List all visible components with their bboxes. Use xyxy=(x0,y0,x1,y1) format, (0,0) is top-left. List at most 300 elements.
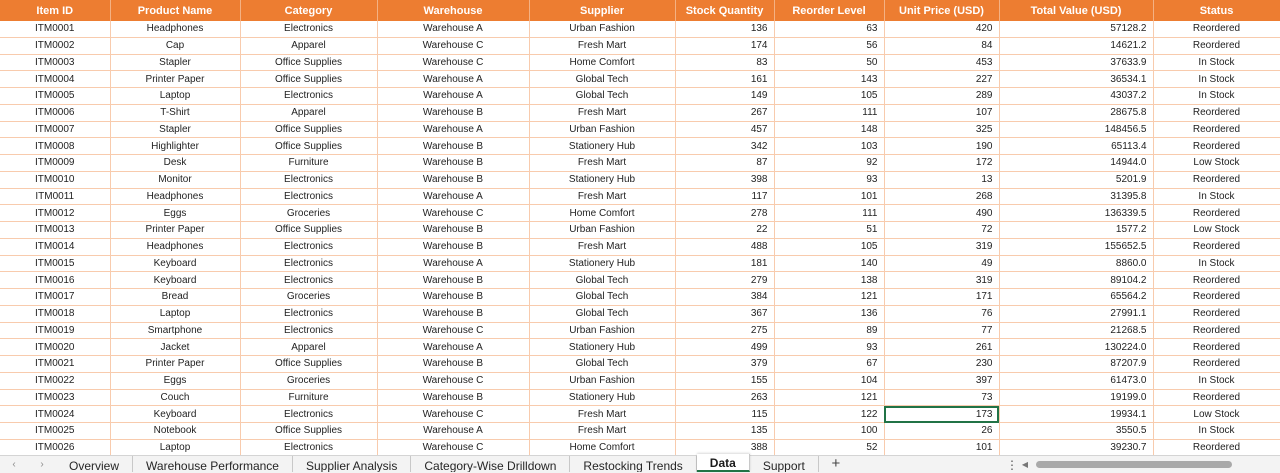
cell-stock-quantity[interactable]: 278 xyxy=(675,205,774,222)
cell-supplier[interactable]: Fresh Mart xyxy=(529,155,675,172)
cell-supplier[interactable]: Global Tech xyxy=(529,289,675,306)
cell-total-value[interactable]: 14621.2 xyxy=(999,37,1153,54)
cell-reorder-level[interactable]: 51 xyxy=(774,222,884,239)
cell-status[interactable]: Reordered xyxy=(1153,305,1280,322)
cell-product-name[interactable]: Bread xyxy=(110,289,240,306)
cell-product-name[interactable]: Keyboard xyxy=(110,272,240,289)
cell-stock-quantity[interactable]: 342 xyxy=(675,138,774,155)
more-options-icon[interactable]: ⋮ xyxy=(1006,458,1018,472)
cell-reorder-level[interactable]: 122 xyxy=(774,406,884,423)
cell-supplier[interactable]: Stationery Hub xyxy=(529,138,675,155)
cell-warehouse[interactable]: Warehouse A xyxy=(377,121,529,138)
cell-status[interactable]: In Stock xyxy=(1153,372,1280,389)
cell-item-id[interactable]: ITM0013 xyxy=(0,222,110,239)
table-row xyxy=(0,121,1280,138)
cell-stock-quantity[interactable]: 174 xyxy=(675,37,774,54)
cell-warehouse[interactable]: Warehouse C xyxy=(377,322,529,339)
cell-category[interactable]: Office Supplies xyxy=(240,71,377,88)
table-row xyxy=(0,439,1280,455)
cell-stock-quantity[interactable]: 149 xyxy=(675,88,774,105)
cell-unit-price[interactable]: 84 xyxy=(884,37,999,54)
header-category[interactable]: Category xyxy=(240,0,377,21)
table-row xyxy=(0,339,1280,356)
cell-reorder-level[interactable]: 100 xyxy=(774,423,884,440)
cell-product-name[interactable]: Smartphone xyxy=(110,322,240,339)
cell-item-id[interactable]: ITM0012 xyxy=(0,205,110,222)
cell-total-value[interactable]: 19934.1 xyxy=(999,406,1153,423)
cell-unit-price[interactable]: 397 xyxy=(884,372,999,389)
cell-item-id[interactable]: ITM0002 xyxy=(0,37,110,54)
cell-unit-price[interactable]: 171 xyxy=(884,289,999,306)
cell-unit-price[interactable]: 173 xyxy=(884,406,999,423)
cell-reorder-level[interactable]: 50 xyxy=(774,54,884,71)
cell-supplier[interactable]: Fresh Mart xyxy=(529,188,675,205)
cell-stock-quantity[interactable]: 181 xyxy=(675,255,774,272)
cell-unit-price[interactable]: 13 xyxy=(884,171,999,188)
cell-category[interactable]: Electronics xyxy=(240,322,377,339)
cell-stock-quantity[interactable]: 499 xyxy=(675,339,774,356)
cell-reorder-level[interactable]: 111 xyxy=(774,205,884,222)
cell-item-id[interactable]: ITM0023 xyxy=(0,389,110,406)
cell-category[interactable]: Electronics xyxy=(240,255,377,272)
cell-category[interactable]: Groceries xyxy=(240,205,377,222)
cell-supplier[interactable]: Urban Fashion xyxy=(529,322,675,339)
cell-product-name[interactable]: Laptop xyxy=(110,305,240,322)
header-row xyxy=(0,0,1280,21)
cell-supplier[interactable]: Fresh Mart xyxy=(529,406,675,423)
table-row xyxy=(0,322,1280,339)
header-warehouse[interactable]: Warehouse xyxy=(377,0,529,21)
cell-supplier[interactable]: Urban Fashion xyxy=(529,222,675,239)
cell-category[interactable]: Electronics xyxy=(240,439,377,455)
cell-category[interactable]: Office Supplies xyxy=(240,356,377,373)
cell-unit-price[interactable]: 268 xyxy=(884,188,999,205)
table-row xyxy=(0,88,1280,105)
cell-status[interactable]: Reordered xyxy=(1153,322,1280,339)
cell-total-value[interactable]: 8860.0 xyxy=(999,255,1153,272)
cell-stock-quantity[interactable]: 379 xyxy=(675,356,774,373)
cell-stock-quantity[interactable]: 161 xyxy=(675,71,774,88)
cell-item-id[interactable]: ITM0017 xyxy=(0,289,110,306)
cell-reorder-level[interactable]: 92 xyxy=(774,155,884,172)
cell-item-id[interactable]: ITM0015 xyxy=(0,255,110,272)
cell-stock-quantity[interactable]: 22 xyxy=(675,222,774,239)
tab-support[interactable]: Support xyxy=(750,456,819,472)
cell-total-value[interactable]: 3550.5 xyxy=(999,423,1153,440)
cell-unit-price[interactable]: 76 xyxy=(884,305,999,322)
cell-status[interactable]: Reordered xyxy=(1153,272,1280,289)
cell-item-id[interactable]: ITM0003 xyxy=(0,54,110,71)
cell-supplier[interactable]: Stationery Hub xyxy=(529,339,675,356)
cell-stock-quantity[interactable]: 367 xyxy=(675,305,774,322)
cell-category[interactable]: Furniture xyxy=(240,389,377,406)
cell-warehouse[interactable]: Warehouse C xyxy=(377,406,529,423)
cell-unit-price[interactable]: 420 xyxy=(884,21,999,37)
cell-total-value[interactable]: 65564.2 xyxy=(999,289,1153,306)
cell-item-id[interactable]: ITM0024 xyxy=(0,406,110,423)
cell-total-value[interactable]: 61473.0 xyxy=(999,372,1153,389)
cell-reorder-level[interactable]: 89 xyxy=(774,322,884,339)
cell-supplier[interactable]: Urban Fashion xyxy=(529,121,675,138)
cell-total-value[interactable]: 21268.5 xyxy=(999,322,1153,339)
cell-status[interactable]: Reordered xyxy=(1153,238,1280,255)
cell-item-id[interactable]: ITM0022 xyxy=(0,372,110,389)
cell-product-name[interactable]: Keyboard xyxy=(110,406,240,423)
cell-product-name[interactable]: Notebook xyxy=(110,423,240,440)
cell-unit-price[interactable]: 77 xyxy=(884,322,999,339)
cell-product-name[interactable]: Headphones xyxy=(110,238,240,255)
cell-supplier[interactable]: Urban Fashion xyxy=(529,372,675,389)
cell-warehouse[interactable]: Warehouse A xyxy=(377,423,529,440)
tab-supplier-analysis[interactable]: Supplier Analysis xyxy=(293,456,411,472)
cell-reorder-level[interactable]: 111 xyxy=(774,104,884,121)
cell-product-name[interactable]: Desk xyxy=(110,155,240,172)
table-row xyxy=(0,372,1280,389)
cell-product-name[interactable]: Laptop xyxy=(110,88,240,105)
cell-stock-quantity[interactable]: 279 xyxy=(675,272,774,289)
cell-category[interactable]: Electronics xyxy=(240,188,377,205)
cell-stock-quantity[interactable]: 267 xyxy=(675,104,774,121)
cell-warehouse[interactable]: Warehouse A xyxy=(377,255,529,272)
cell-unit-price[interactable]: 319 xyxy=(884,272,999,289)
cell-unit-price[interactable]: 73 xyxy=(884,389,999,406)
cell-reorder-level[interactable]: 140 xyxy=(774,255,884,272)
header-total-value[interactable]: Total Value (USD) xyxy=(999,0,1153,21)
cell-stock-quantity[interactable]: 136 xyxy=(675,21,774,37)
cell-reorder-level[interactable]: 93 xyxy=(774,339,884,356)
cell-stock-quantity[interactable]: 488 xyxy=(675,238,774,255)
cell-product-name[interactable]: Stapler xyxy=(110,54,240,71)
cell-supplier[interactable]: Global Tech xyxy=(529,272,675,289)
cell-total-value[interactable]: 89104.2 xyxy=(999,272,1153,289)
cell-stock-quantity[interactable]: 263 xyxy=(675,389,774,406)
table-row xyxy=(0,138,1280,155)
cell-supplier[interactable]: Home Comfort xyxy=(529,205,675,222)
cell-warehouse[interactable]: Warehouse A xyxy=(377,339,529,356)
cell-item-id[interactable]: ITM0009 xyxy=(0,155,110,172)
cell-unit-price[interactable]: 289 xyxy=(884,88,999,105)
cell-stock-quantity[interactable]: 384 xyxy=(675,289,774,306)
cell-item-id[interactable]: ITM0018 xyxy=(0,305,110,322)
cell-reorder-level[interactable]: 121 xyxy=(774,289,884,306)
cell-stock-quantity[interactable]: 135 xyxy=(675,423,774,440)
cell-stock-quantity[interactable]: 83 xyxy=(675,54,774,71)
cell-reorder-level[interactable]: 143 xyxy=(774,71,884,88)
cell-reorder-level[interactable]: 101 xyxy=(774,188,884,205)
cell-category[interactable]: Groceries xyxy=(240,372,377,389)
cell-reorder-level[interactable]: 105 xyxy=(774,88,884,105)
scroll-left-arrow-icon[interactable]: ◀ xyxy=(1021,459,1029,469)
tab-overview[interactable]: Overview xyxy=(56,456,133,472)
cell-total-value[interactable]: 19199.0 xyxy=(999,389,1153,406)
table-row xyxy=(0,406,1280,423)
cell-warehouse[interactable]: Warehouse B xyxy=(377,171,529,188)
cell-unit-price[interactable]: 230 xyxy=(884,356,999,373)
cell-product-name[interactable]: Headphones xyxy=(110,188,240,205)
cell-total-value[interactable]: 65113.4 xyxy=(999,138,1153,155)
cell-status[interactable]: Reordered xyxy=(1153,389,1280,406)
cell-supplier[interactable]: Fresh Mart xyxy=(529,37,675,54)
cell-product-name[interactable]: Eggs xyxy=(110,205,240,222)
cell-status[interactable]: In Stock xyxy=(1153,54,1280,71)
cell-status[interactable]: Reordered xyxy=(1153,37,1280,54)
cell-product-name[interactable]: Printer Paper xyxy=(110,356,240,373)
cell-category[interactable]: Furniture xyxy=(240,155,377,172)
cell-unit-price[interactable]: 172 xyxy=(884,155,999,172)
cell-category[interactable]: Electronics xyxy=(240,88,377,105)
cell-category[interactable]: Electronics xyxy=(240,171,377,188)
table-row xyxy=(0,222,1280,239)
cell-status[interactable]: Reordered xyxy=(1153,439,1280,455)
cell-stock-quantity[interactable]: 388 xyxy=(675,439,774,455)
table-row xyxy=(0,54,1280,71)
table-row xyxy=(0,205,1280,222)
cell-product-name[interactable]: Printer Paper xyxy=(110,222,240,239)
header-stock-quantity[interactable]: Stock Quantity xyxy=(675,0,774,21)
cell-warehouse[interactable]: Warehouse C xyxy=(377,54,529,71)
cell-total-value[interactable]: 39230.7 xyxy=(999,439,1153,455)
cell-item-id[interactable]: ITM0019 xyxy=(0,322,110,339)
cell-warehouse[interactable]: Warehouse A xyxy=(377,188,529,205)
cell-status[interactable]: Reordered xyxy=(1153,339,1280,356)
cell-warehouse[interactable]: Warehouse C xyxy=(377,37,529,54)
cell-product-name[interactable]: Printer Paper xyxy=(110,71,240,88)
cell-warehouse[interactable]: Warehouse B xyxy=(377,389,529,406)
cell-status[interactable]: In Stock xyxy=(1153,88,1280,105)
cell-item-id[interactable]: ITM0014 xyxy=(0,238,110,255)
cell-reorder-level[interactable]: 52 xyxy=(774,439,884,455)
cell-warehouse[interactable]: Warehouse B xyxy=(377,138,529,155)
cell-item-id[interactable]: ITM0010 xyxy=(0,171,110,188)
cell-total-value[interactable]: 37633.9 xyxy=(999,54,1153,71)
cell-total-value[interactable]: 31395.8 xyxy=(999,188,1153,205)
cell-supplier[interactable]: Urban Fashion xyxy=(529,21,675,37)
cell-reorder-level[interactable]: 138 xyxy=(774,272,884,289)
cell-status[interactable]: Reordered xyxy=(1153,138,1280,155)
cell-warehouse[interactable]: Warehouse B xyxy=(377,305,529,322)
cell-unit-price[interactable]: 49 xyxy=(884,255,999,272)
cell-product-name[interactable]: Couch xyxy=(110,389,240,406)
cell-category[interactable]: Electronics xyxy=(240,21,377,37)
cell-product-name[interactable]: Stapler xyxy=(110,121,240,138)
horizontal-scrollbar[interactable] xyxy=(1018,459,1280,469)
cell-supplier[interactable]: Global Tech xyxy=(529,71,675,88)
cell-status[interactable]: Reordered xyxy=(1153,121,1280,138)
cell-total-value[interactable]: 1577.2 xyxy=(999,222,1153,239)
cell-status[interactable]: Reordered xyxy=(1153,289,1280,306)
cell-product-name[interactable]: T-Shirt xyxy=(110,104,240,121)
cell-status[interactable]: Reordered xyxy=(1153,205,1280,222)
cell-product-name[interactable]: Laptop xyxy=(110,439,240,455)
cell-total-value[interactable]: 136339.5 xyxy=(999,205,1153,222)
cell-item-id[interactable]: ITM0016 xyxy=(0,272,110,289)
cell-unit-price[interactable]: 319 xyxy=(884,238,999,255)
cell-product-name[interactable]: Cap xyxy=(110,37,240,54)
header-unit-price[interactable]: Unit Price (USD) xyxy=(884,0,999,21)
cell-status[interactable]: Low Stock xyxy=(1153,406,1280,423)
cell-product-name[interactable]: Highlighter xyxy=(110,138,240,155)
cell-stock-quantity[interactable]: 155 xyxy=(675,372,774,389)
cell-supplier[interactable]: Stationery Hub xyxy=(529,171,675,188)
cell-category[interactable]: Groceries xyxy=(240,289,377,306)
cell-category[interactable]: Office Supplies xyxy=(240,121,377,138)
cell-unit-price[interactable]: 453 xyxy=(884,54,999,71)
cell-status[interactable]: Reordered xyxy=(1153,171,1280,188)
cell-supplier[interactable]: Fresh Mart xyxy=(529,104,675,121)
cell-category[interactable]: Electronics xyxy=(240,238,377,255)
cell-item-id[interactable]: ITM0001 xyxy=(0,21,110,37)
cell-item-id[interactable]: ITM0011 xyxy=(0,188,110,205)
cell-item-id[interactable]: ITM0020 xyxy=(0,339,110,356)
table-row xyxy=(0,155,1280,172)
cell-item-id[interactable]: ITM0004 xyxy=(0,71,110,88)
cell-reorder-level[interactable]: 56 xyxy=(774,37,884,54)
cell-reorder-level[interactable]: 148 xyxy=(774,121,884,138)
cell-supplier[interactable]: Fresh Mart xyxy=(529,423,675,440)
cell-total-value[interactable]: 130224.0 xyxy=(999,339,1153,356)
cell-warehouse[interactable]: Warehouse B xyxy=(377,289,529,306)
cell-reorder-level[interactable]: 121 xyxy=(774,389,884,406)
cell-total-value[interactable]: 28675.8 xyxy=(999,104,1153,121)
cell-supplier[interactable]: Global Tech xyxy=(529,88,675,105)
cell-total-value[interactable]: 14944.0 xyxy=(999,155,1153,172)
cell-category[interactable]: Office Supplies xyxy=(240,222,377,239)
cell-product-name[interactable]: Monitor xyxy=(110,171,240,188)
cell-status[interactable]: Reordered xyxy=(1153,21,1280,37)
cell-unit-price[interactable]: 26 xyxy=(884,423,999,440)
cell-total-value[interactable]: 155652.5 xyxy=(999,238,1153,255)
cell-warehouse[interactable]: Warehouse B xyxy=(377,356,529,373)
cell-warehouse[interactable]: Warehouse C xyxy=(377,205,529,222)
cell-category[interactable]: Office Supplies xyxy=(240,54,377,71)
cell-category[interactable]: Electronics xyxy=(240,305,377,322)
cell-warehouse[interactable]: Warehouse B xyxy=(377,222,529,239)
cell-stock-quantity[interactable]: 117 xyxy=(675,188,774,205)
scrollbar-thumb[interactable] xyxy=(1036,461,1232,468)
cell-unit-price[interactable]: 107 xyxy=(884,104,999,121)
cell-product-name[interactable]: Eggs xyxy=(110,372,240,389)
cell-product-name[interactable]: Keyboard xyxy=(110,255,240,272)
table-row xyxy=(0,305,1280,322)
cell-supplier[interactable]: Global Tech xyxy=(529,356,675,373)
cell-reorder-level[interactable]: 103 xyxy=(774,138,884,155)
cell-supplier[interactable]: Fresh Mart xyxy=(529,238,675,255)
cell-warehouse[interactable]: Warehouse A xyxy=(377,21,529,37)
cell-reorder-level[interactable]: 67 xyxy=(774,356,884,373)
cell-warehouse[interactable]: Warehouse B xyxy=(377,155,529,172)
cell-total-value[interactable]: 148456.5 xyxy=(999,121,1153,138)
cell-item-id[interactable]: ITM0005 xyxy=(0,88,110,105)
cell-item-id[interactable]: ITM0007 xyxy=(0,121,110,138)
cell-reorder-level[interactable]: 93 xyxy=(774,171,884,188)
table-row xyxy=(0,423,1280,440)
tab-category-wise-drilldown[interactable]: Category-Wise Drilldown xyxy=(411,456,570,472)
tab-restocking-trends[interactable]: Restocking Trends xyxy=(570,456,696,472)
cell-unit-price[interactable]: 227 xyxy=(884,71,999,88)
cell-category[interactable]: Office Supplies xyxy=(240,423,377,440)
cell-status[interactable]: Low Stock xyxy=(1153,155,1280,172)
cell-item-id[interactable]: ITM0025 xyxy=(0,423,110,440)
header-reorder-level[interactable]: Reorder Level xyxy=(774,0,884,21)
cell-warehouse[interactable]: Warehouse A xyxy=(377,88,529,105)
cell-category[interactable]: Electronics xyxy=(240,272,377,289)
cell-status[interactable]: In Stock xyxy=(1153,255,1280,272)
cell-unit-price[interactable]: 261 xyxy=(884,339,999,356)
cell-unit-price[interactable]: 190 xyxy=(884,138,999,155)
cell-warehouse[interactable]: Warehouse C xyxy=(377,439,529,455)
tab-data[interactable]: Data xyxy=(697,454,750,472)
cell-category[interactable]: Apparel xyxy=(240,339,377,356)
cell-item-id[interactable]: ITM0021 xyxy=(0,356,110,373)
cell-category[interactable]: Apparel xyxy=(240,104,377,121)
cell-status[interactable]: Reordered xyxy=(1153,104,1280,121)
cell-total-value[interactable]: 57128.2 xyxy=(999,21,1153,37)
cell-status[interactable]: In Stock xyxy=(1153,71,1280,88)
cell-category[interactable]: Electronics xyxy=(240,406,377,423)
cell-warehouse[interactable]: Warehouse A xyxy=(377,71,529,88)
cell-item-id[interactable]: ITM0006 xyxy=(0,104,110,121)
cell-product-name[interactable]: Headphones xyxy=(110,21,240,37)
cell-product-name[interactable]: Jacket xyxy=(110,339,240,356)
header-product-name[interactable]: Product Name xyxy=(110,0,240,21)
cell-supplier[interactable]: Stationery Hub xyxy=(529,255,675,272)
cell-supplier[interactable]: Global Tech xyxy=(529,305,675,322)
header-supplier[interactable]: Supplier xyxy=(529,0,675,21)
cell-status[interactable]: Reordered xyxy=(1153,356,1280,373)
cell-reorder-level[interactable]: 136 xyxy=(774,305,884,322)
cell-reorder-level[interactable]: 63 xyxy=(774,21,884,37)
cell-supplier[interactable]: Home Comfort xyxy=(529,54,675,71)
cell-stock-quantity[interactable]: 457 xyxy=(675,121,774,138)
tab-warehouse-performance[interactable]: Warehouse Performance xyxy=(133,456,293,472)
cell-warehouse[interactable]: Warehouse C xyxy=(377,372,529,389)
header-item-id[interactable]: Item ID xyxy=(0,0,110,21)
cell-warehouse[interactable]: Warehouse B xyxy=(377,238,529,255)
cell-total-value[interactable]: 36534.1 xyxy=(999,71,1153,88)
cell-unit-price[interactable]: 72 xyxy=(884,222,999,239)
cell-stock-quantity[interactable]: 87 xyxy=(675,155,774,172)
tab-scroll-left-icon[interactable]: ‹ xyxy=(12,458,16,470)
cell-category[interactable]: Apparel xyxy=(240,37,377,54)
table-row xyxy=(0,272,1280,289)
cell-item-id[interactable]: ITM0026 xyxy=(0,439,110,455)
cell-total-value[interactable]: 87207.9 xyxy=(999,356,1153,373)
cell-supplier[interactable]: Home Comfort xyxy=(529,439,675,455)
cell-reorder-level[interactable]: 105 xyxy=(774,238,884,255)
cell-status[interactable]: In Stock xyxy=(1153,188,1280,205)
cell-stock-quantity[interactable]: 398 xyxy=(675,171,774,188)
cell-unit-price[interactable]: 325 xyxy=(884,121,999,138)
add-sheet-button[interactable]: + xyxy=(831,455,841,472)
cell-warehouse[interactable]: Warehouse B xyxy=(377,272,529,289)
cell-item-id[interactable]: ITM0008 xyxy=(0,138,110,155)
cell-unit-price[interactable]: 490 xyxy=(884,205,999,222)
cell-category[interactable]: Office Supplies xyxy=(240,138,377,155)
header-status[interactable]: Status xyxy=(1153,0,1280,21)
cell-total-value[interactable]: 43037.2 xyxy=(999,88,1153,105)
cell-status[interactable]: In Stock xyxy=(1153,423,1280,440)
cell-stock-quantity[interactable]: 115 xyxy=(675,406,774,423)
cell-supplier[interactable]: Stationery Hub xyxy=(529,389,675,406)
cell-unit-price[interactable]: 101 xyxy=(884,439,999,455)
cell-stock-quantity[interactable]: 275 xyxy=(675,322,774,339)
cell-status[interactable]: Low Stock xyxy=(1153,222,1280,239)
cell-total-value[interactable]: 5201.9 xyxy=(999,171,1153,188)
cell-reorder-level[interactable]: 104 xyxy=(774,372,884,389)
tab-scroll-right-icon[interactable]: › xyxy=(40,458,44,470)
cell-warehouse[interactable]: Warehouse B xyxy=(377,104,529,121)
cell-total-value[interactable]: 27991.1 xyxy=(999,305,1153,322)
